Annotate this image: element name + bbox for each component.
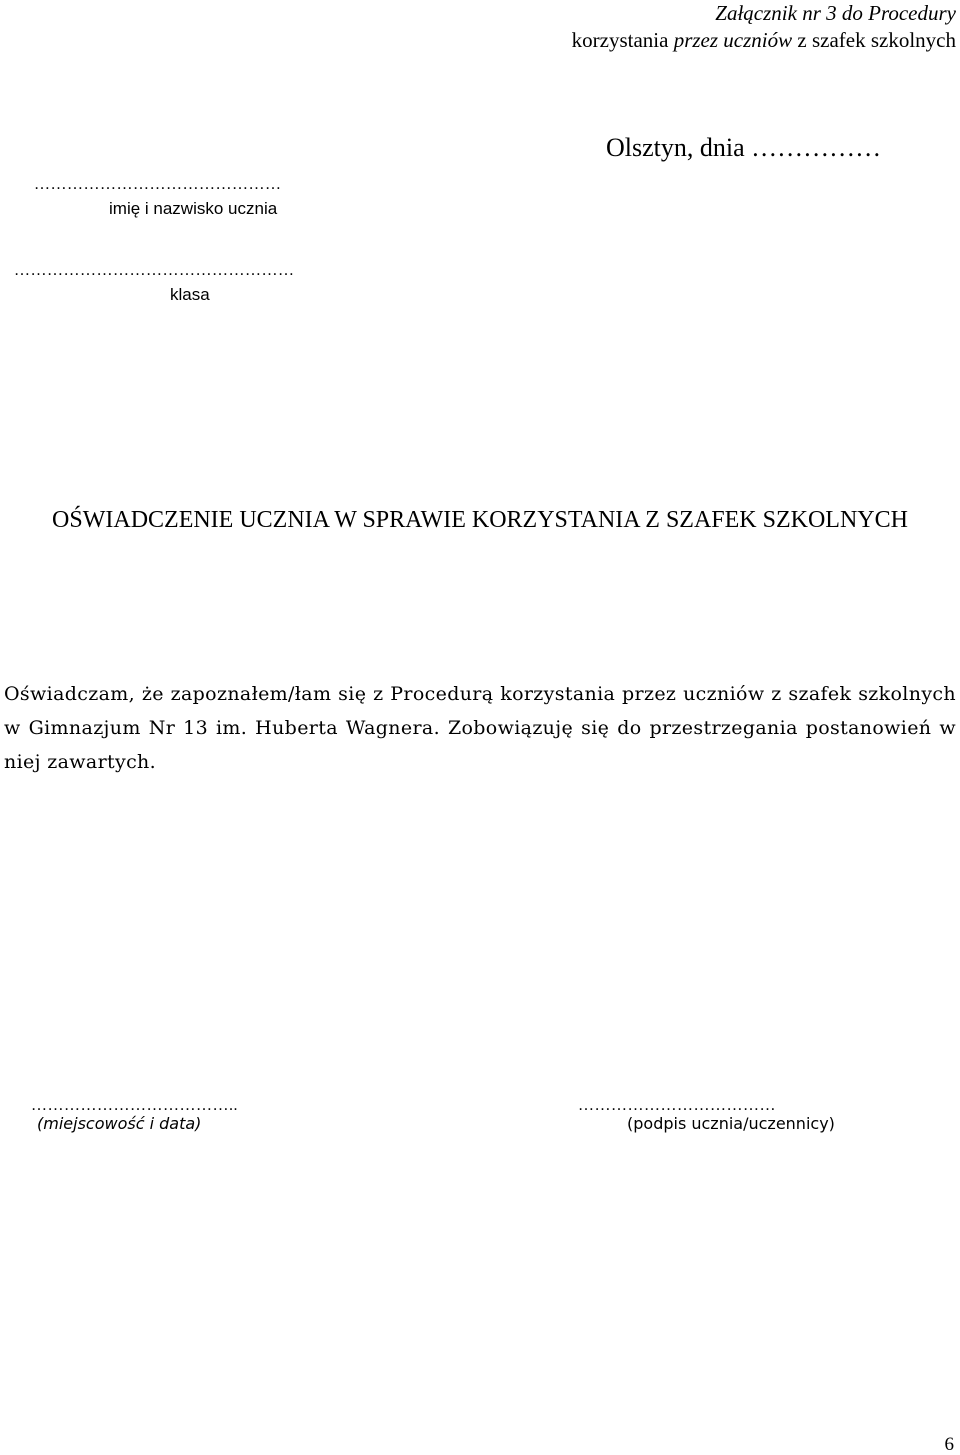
statement-body: Oświadczam, że zapoznałem/łam się z Procedurą korzystania przez uczniów z szafek szkolnych w Gimnazjum Nr 13 im. Huberta Wagnera. Zobowiązuję się do przestrzegania postanowień w niej zawartych. bbox=[4, 683, 956, 773]
attachment-subtitle-italic: przez uczniów bbox=[673, 28, 793, 52]
attachment-subtitle-part2: z szafek szkolnych bbox=[792, 28, 956, 52]
document-title: OŚWIADCZENIE UCZNIA W SPRAWIE KORZYSTANIA Z SZAFEK SZKOLNYCH bbox=[52, 507, 908, 533]
student-signature-field[interactable]: ……………………………… bbox=[578, 1097, 776, 1114]
place-date-signature-field[interactable]: ……………………………….. bbox=[31, 1097, 238, 1114]
place-date-field[interactable]: Olsztyn, dnia …………… bbox=[606, 133, 882, 162]
student-name-field[interactable]: ……………………………………… bbox=[34, 176, 282, 193]
student-signature-label: (podpis ucznia/uczennicy) bbox=[627, 1114, 835, 1133]
attachment-subtitle-part1: korzystania bbox=[571, 28, 674, 52]
document-title-wrapper bbox=[0, 502, 960, 538]
page-number: 6 bbox=[944, 1434, 954, 1455]
attachment-subtitle bbox=[572, 27, 956, 53]
attachment-title: Załącznik nr 3 do Procedury bbox=[715, 1, 956, 25]
class-field[interactable]: …………………………………………… bbox=[14, 262, 295, 279]
class-label: klasa bbox=[170, 285, 210, 304]
student-name-label: imię i nazwisko ucznia bbox=[109, 199, 278, 218]
place-date-signature-label: (miejscowość i data) bbox=[37, 1114, 202, 1133]
